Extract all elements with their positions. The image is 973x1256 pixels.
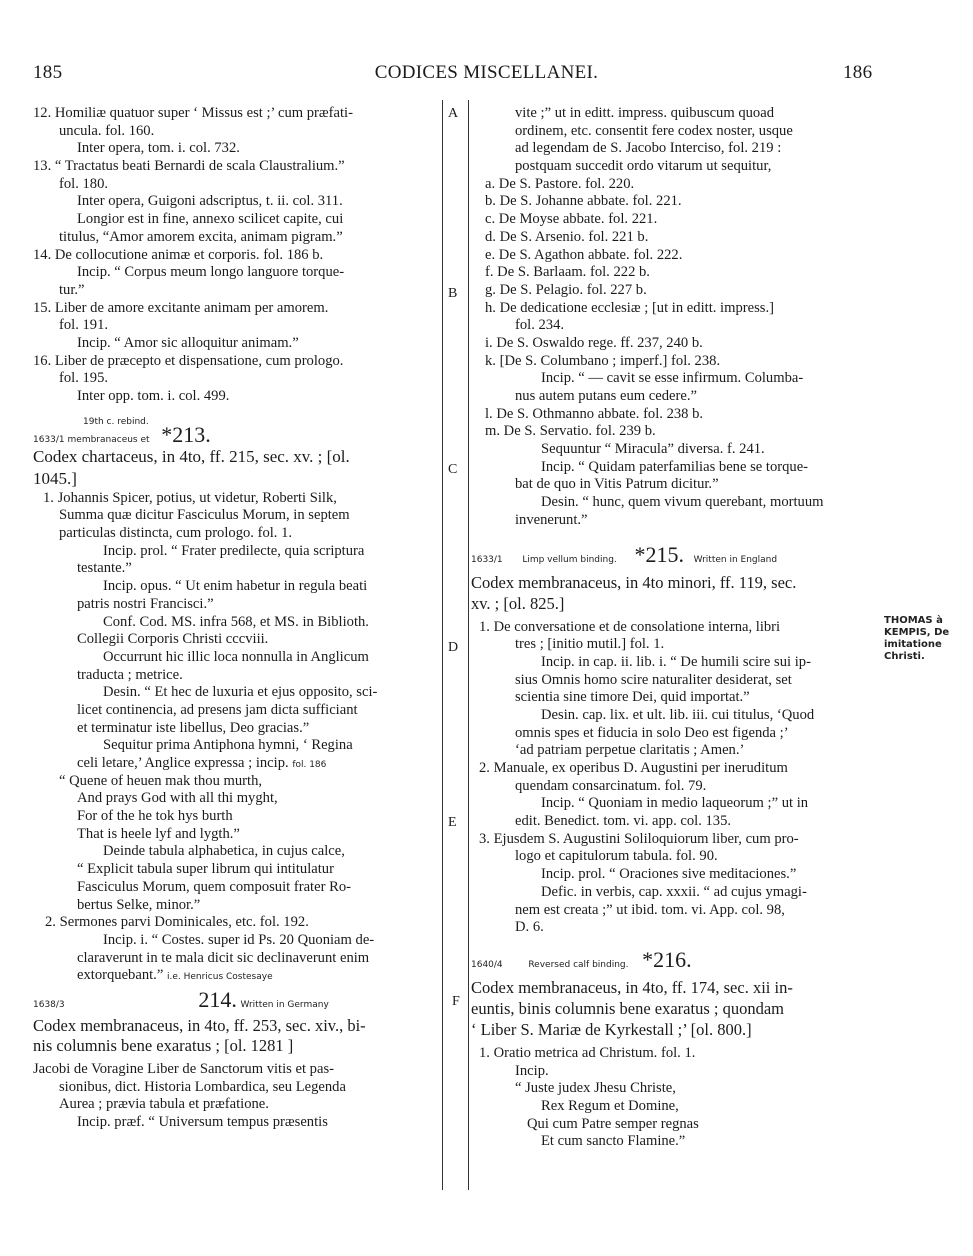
text-line: 1045.] <box>33 468 77 488</box>
text-line: testante.” <box>77 560 132 577</box>
text-line: 2. Sermones parvi Dominicales, etc. fol. 192. <box>45 914 309 931</box>
verse-line: “ Juste judex Jhesu Christe, <box>515 1080 676 1097</box>
text-line: et terminatur iste libellus, Deo gracias.” <box>77 719 310 736</box>
handwritten-note: Written in England <box>693 554 778 565</box>
list-item: d. De S. Arsenio. fol. 221 b. <box>485 228 649 245</box>
text-line: Sequitur prima Antiphona hymni, ‘ Regina <box>103 737 353 754</box>
text-line: claraverunt in te mala dicit sic declinaverunt enim <box>77 949 370 966</box>
list-item: a. De S. Pastore. fol. 220. <box>485 175 635 192</box>
column-divider <box>468 100 469 1190</box>
text-line: invenerunt.” <box>515 511 588 528</box>
text-line: Collegii Corporis Christi cccviii. <box>77 631 269 648</box>
text-line: nus autem putans eum cedere.” <box>515 388 697 404</box>
text-line: scientia sine timore Dei, quid importat.” <box>515 689 750 706</box>
text-line: Inter opera, Guigoni adscriptus, t. ii. col. 311. <box>77 193 343 210</box>
text-line: Sequuntur “ Miracula” diversa. f. 241. <box>541 441 765 458</box>
text-line: 1. Oratio metrica ad Christum. fol. 1. <box>479 1044 696 1061</box>
text-line: Incip. in cap. ii. lib. i. “ De humili scire sui ip- <box>541 653 811 670</box>
text-line: traducta ; metrice. <box>77 666 183 683</box>
section-mark: E <box>448 815 457 830</box>
text-line: 12. Homiliæ quatuor super ‘ Missus est ;’ cum præfati- <box>33 105 353 121</box>
text-line: Incip. præf. “ Universum tempus præsentis <box>77 1114 328 1130</box>
handwritten-shelfmark: 1640/4 <box>471 959 503 970</box>
text-line: Incip. “ Quoniam in medio laqueorum ;” ut in <box>541 795 809 812</box>
verse-line: And prays God with all thi myght, <box>77 790 278 807</box>
text-line: D. 6. <box>515 919 544 936</box>
text-line: Incip. “ Amor sic alloquitur animam.” <box>77 334 299 351</box>
text-line: tur.” <box>59 281 85 298</box>
text-line: Conf. Cod. MS. infra 568, et MS. in Biblioth. <box>103 613 369 630</box>
text-line: fol. 195. <box>59 370 109 387</box>
text-line: 2. Manuale, ex operibus D. Augustini per ineruditum <box>479 760 788 776</box>
column-divider <box>442 100 443 1190</box>
codex-heading: Codex membranaceus, in 4to, ff. 253, sec. xiv., bi- <box>33 1015 366 1035</box>
list-item: i. De S. Oswaldo rege. ff. 237, 240 b. <box>485 334 703 351</box>
section-mark: D <box>448 640 459 655</box>
text-line: 15. Liber de amore excitante animam per amorem. <box>33 299 329 316</box>
section-mark: B <box>448 286 458 301</box>
text-line: Desin. “ hunc, quem vivum querebant, mortuum <box>541 494 824 511</box>
list-item: h. De dedicatione ecclesiæ ; [ut in editt. impress.] <box>485 299 774 316</box>
running-title: CODICES MISCELLANEI. <box>374 62 599 83</box>
text-line: postquam succedit ordo vitarum ut sequitur, <box>515 158 772 175</box>
text-line: Incip. “ — cavit se esse infirmum. Columba- <box>541 370 804 387</box>
codex-heading: Codex membranaceus, in 4to minori, ff. 119, sec. <box>471 572 797 592</box>
text-line: Occurrunt hic illic loca nonnulla in Anglicum <box>103 648 369 665</box>
text-line: Deinde tabula alphabetica, in cujus calce, <box>103 843 345 860</box>
handwritten-note: i.e. Henricus Costesaye <box>166 972 273 983</box>
handwritten-note: Written in Germany <box>240 999 329 1010</box>
text-line: Desin. cap. lix. et ult. lib. iii. cui titulus, ‘Quod <box>541 706 815 723</box>
text-line: Inter opera, tom. i. col. 732. <box>77 140 240 157</box>
text-line: Desin. “ Et hec de luxuria et ejus opposito, sci- <box>103 684 378 701</box>
text-line: bertus Selke, minor.” <box>77 896 201 913</box>
text-line: fol. 180. <box>59 175 109 192</box>
verse-line: “ Quene of heuen mak thou murth, <box>59 772 263 789</box>
text-line: Longior est in fine, annexo scilicet capite, cui <box>77 211 344 228</box>
text-line: xv. ; [ol. 825.] <box>471 593 565 613</box>
codex-heading: Codex membranaceus, in 4to, ff. 174, sec. xii in- <box>471 977 793 997</box>
section-mark: C <box>448 462 458 477</box>
text-line: particulas distincta, cum prologo. fol. 1. <box>59 525 293 542</box>
list-item: g. De S. Pelagio. fol. 227 b. <box>485 281 647 298</box>
text-line: nis columnis bene exaratus ; [ol. 1281 ] <box>33 1035 294 1055</box>
handwritten-note: Reversed calf binding. <box>528 959 629 970</box>
right-page-number: 186 <box>843 62 873 83</box>
verse-line: For of the he tok hys burth <box>77 808 233 825</box>
handwritten-note: Limp vellum binding. <box>522 554 617 565</box>
text-line: nem est creata ;” ut ibid. tom. vi. App. col. 98, <box>515 901 785 918</box>
list-item: m. De S. Servatio. fol. 239 b. <box>485 423 656 440</box>
text-line: Defic. in verbis, cap. xxxii. “ ad cujus ymagi- <box>541 883 807 900</box>
text-line: quendam consarcinatum. fol. 79. <box>515 777 707 794</box>
codex-number: 214. <box>198 986 237 1012</box>
handwritten-note: fol. 186 <box>292 760 327 770</box>
text-line: vite ;” ut in editt. impress. quibuscum quoad <box>515 105 775 121</box>
text-line: celi letare,’ Anglice expressa ; incip. <box>77 755 289 771</box>
verse-line: Rex Regum et Domine, <box>541 1097 679 1114</box>
list-item: b. De S. Johanne abbate. fol. 221. <box>485 193 682 210</box>
text-line: 13. “ Tractatus beati Bernardi de scala Claustralium.” <box>33 158 345 175</box>
text-line: sionibus, dict. Historia Lombardica, seu Legenda <box>59 1078 346 1095</box>
text-line: ‘ Liber S. Mariæ de Kyrkestall ;’ [ol. 800.] <box>471 1019 752 1039</box>
text-line: 1. De conversatione et de consolatione interna, libri <box>479 618 781 635</box>
text-line: titulus, “Amor amorem excita, animam pigram.” <box>59 228 343 245</box>
text-line: Incip. i. “ Costes. super id Ps. 20 Quoniam de- <box>103 931 375 948</box>
text-line: Jacobi de Voragine Liber de Sanctorum vitis et pas- <box>33 1060 334 1077</box>
text-line: Incip. opus. “ Ut enim habetur in regula beati <box>103 578 368 595</box>
list-item: e. De S. Agathon abbate. fol. 222. <box>485 246 683 263</box>
right-column <box>471 105 876 1151</box>
handwritten-note: 19th c. rebind. <box>83 416 149 427</box>
handwritten-shelfmark: 1638/3 <box>33 999 65 1010</box>
margin-handwritten-note: THOMAS à KEMPIS, De imitatione Christi. <box>884 615 950 662</box>
section-mark: A <box>448 106 459 121</box>
text-line: patris nostri Francisci.” <box>77 595 214 612</box>
text-line: Fasciculus Morum, quem composuit frater Ro- <box>77 878 351 895</box>
text-line: extorquebant.” <box>77 967 164 984</box>
text-line: Incip. <box>515 1062 549 1079</box>
text-line: tres ; [initio mutil.] fol. 1. <box>515 636 665 653</box>
handwritten-shelfmark: 1633/1 <box>471 554 503 565</box>
list-item: l. De S. Othmanno abbate. fol. 238 b. <box>485 405 704 422</box>
text-line: omnis spes et fiducia in solo Deo est figenda ;’ <box>515 724 789 741</box>
text-line: edit. Benedict. tom. vi. app. col. 135. <box>515 813 732 830</box>
text-line: euntis, binis columnis bene exaratus ; quondam <box>471 998 784 1018</box>
verse-line: Et cum sancto Flamine.” <box>541 1133 686 1150</box>
verse-line: Qui cum Patre semper regnas <box>527 1115 699 1132</box>
text-line: 14. De collocutione animæ et corporis. fol. 186 b. <box>33 246 324 263</box>
text-line: Incip. prol. “ Frater predilecte, quia scriptura <box>103 542 365 559</box>
list-item: f. De S. Barlaam. fol. 222 b. <box>485 264 650 281</box>
codex-number: *213. <box>161 421 211 447</box>
text-line: Incip. prol. “ Oraciones sive meditaciones.” <box>541 866 797 883</box>
text-line: fol. 234. <box>515 317 565 334</box>
codex-number: *216. <box>642 946 692 972</box>
text-line: ad legendam de S. Jacobo Interciso, fol. 219 : <box>515 140 782 157</box>
text-line: uncula. fol. 160. <box>59 122 155 139</box>
text-line: licet continencia, ad presens jam dicta sufficiant <box>77 701 358 718</box>
text-line: Incip. “ Corpus meum longo languore torque- <box>77 264 345 281</box>
verse-line: That is heele lyf and lygth.” <box>77 825 240 842</box>
text-line: 16. Liber de præcepto et dispensatione, cum prologo. <box>33 352 344 369</box>
text-line: sius Omnis homo scire naturaliter desiderat, set <box>515 671 792 688</box>
text-line: 1. Johannis Spicer, potius, ut videtur, Roberti Silk, <box>43 489 337 506</box>
text-line: fol. 191. <box>59 317 109 334</box>
handwritten-shelfmark: 1633/1 membranaceus et <box>33 434 150 445</box>
codex-number: *215. <box>634 541 684 567</box>
section-mark: F <box>452 994 460 1009</box>
list-item: k. [De S. Columbano ; imperf.] fol. 238. <box>485 352 721 369</box>
text-line: ‘ad patriam perpetue claritatis ; Amen.’ <box>515 742 745 759</box>
text-line: “ Explicit tabula super librum qui intitulatur <box>77 861 334 878</box>
left-column <box>33 105 439 1132</box>
list-item: c. De Moyse abbate. fol. 221. <box>485 211 658 228</box>
text-line: Aurea ; prævia tabula et præfatione. <box>59 1096 269 1113</box>
text-line: Incip. “ Quidam paterfamilias bene se torque- <box>541 458 809 475</box>
left-page-number: 185 <box>33 62 63 83</box>
text-line: Inter opp. tom. i. col. 499. <box>77 388 230 404</box>
text-line: 3. Ejusdem S. Augustini Soliloquiorum liber, cum pro- <box>479 830 799 847</box>
codex-heading: Codex chartaceus, in 4to, ff. 215, sec. xv. ; [ol. <box>33 446 350 466</box>
text-line: bat de quo in Vitis Patrum dicitur.” <box>515 476 719 493</box>
text-line: Summa quæ dicitur Fasciculus Morum, in septem <box>59 507 350 524</box>
text-line: ordinem, etc. consentit fere codex noster, usque <box>515 122 793 139</box>
text-line: logo et capitulorum tabula. fol. 90. <box>515 848 718 865</box>
